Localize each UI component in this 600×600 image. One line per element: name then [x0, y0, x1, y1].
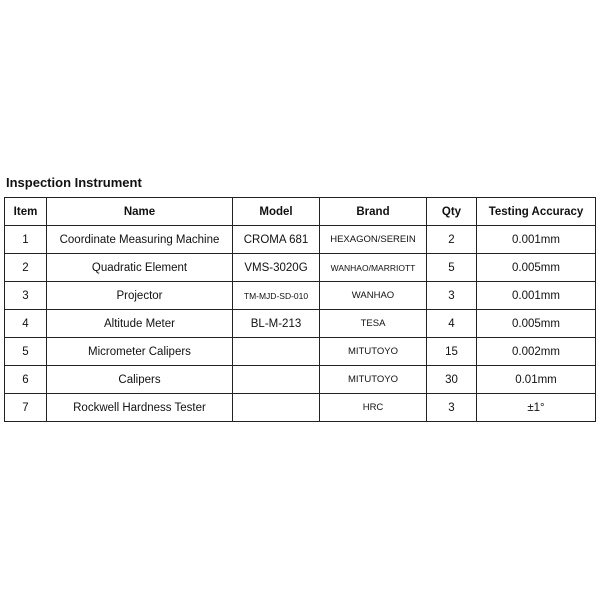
cell-qty: 3	[427, 394, 477, 422]
cell-model: BL-M-213	[233, 310, 320, 338]
cell-name: Projector	[47, 282, 233, 310]
cell-item: 5	[5, 338, 47, 366]
table-row	[5, 366, 596, 394]
cell-qty: 30	[427, 366, 477, 394]
inspection-instrument-table	[4, 197, 596, 422]
cell-name: Quadratic Element	[47, 254, 233, 282]
header-name: Name	[47, 198, 233, 226]
cell-model: TM-MJD-SD-010	[233, 282, 320, 310]
cell-qty: 2	[427, 226, 477, 254]
table-row	[5, 338, 596, 366]
cell-model: VMS-3020G	[233, 254, 320, 282]
cell-accuracy: 0.001mm	[477, 282, 596, 310]
header-model: Model	[233, 198, 320, 226]
cell-accuracy: ±1°	[477, 394, 596, 422]
cell-brand: TESA	[320, 310, 427, 338]
table-row	[5, 226, 596, 254]
cell-qty: 5	[427, 254, 477, 282]
cell-accuracy: 0.001mm	[477, 226, 596, 254]
cell-brand: HRC	[320, 394, 427, 422]
table-row	[5, 254, 596, 282]
cell-model: CROMA 681	[233, 226, 320, 254]
header-item: Item	[5, 198, 47, 226]
cell-name: Calipers	[47, 366, 233, 394]
cell-name: Micrometer Calipers	[47, 338, 233, 366]
cell-accuracy: 0.002mm	[477, 338, 596, 366]
cell-model	[233, 366, 320, 394]
table-row	[5, 394, 596, 422]
cell-model	[233, 338, 320, 366]
cell-item: 6	[5, 366, 47, 394]
cell-brand: MITUTOYO	[320, 338, 427, 366]
header-testing-accuracy: Testing Accuracy	[477, 198, 596, 226]
cell-accuracy: 0.005mm	[477, 310, 596, 338]
table-header-row	[5, 198, 596, 226]
section-title: Inspection Instrument	[6, 175, 142, 190]
cell-item: 7	[5, 394, 47, 422]
cell-accuracy: 0.01mm	[477, 366, 596, 394]
header-qty: Qty	[427, 198, 477, 226]
cell-name: Altitude Meter	[47, 310, 233, 338]
cell-item: 1	[5, 226, 47, 254]
header-brand: Brand	[320, 198, 427, 226]
cell-brand: WANHAO	[320, 282, 427, 310]
cell-name: Rockwell Hardness Tester	[47, 394, 233, 422]
cell-name: Coordinate Measuring Machine	[47, 226, 233, 254]
cell-brand: MITUTOYO	[320, 366, 427, 394]
cell-item: 2	[5, 254, 47, 282]
cell-brand: HEXAGON/SEREIN	[320, 226, 427, 254]
cell-brand: WANHAO/MARRIOTT	[320, 254, 427, 282]
cell-item: 4	[5, 310, 47, 338]
cell-model	[233, 394, 320, 422]
cell-item: 3	[5, 282, 47, 310]
cell-accuracy: 0.005mm	[477, 254, 596, 282]
cell-qty: 4	[427, 310, 477, 338]
table-row	[5, 310, 596, 338]
cell-qty: 15	[427, 338, 477, 366]
cell-qty: 3	[427, 282, 477, 310]
table-row	[5, 282, 596, 310]
